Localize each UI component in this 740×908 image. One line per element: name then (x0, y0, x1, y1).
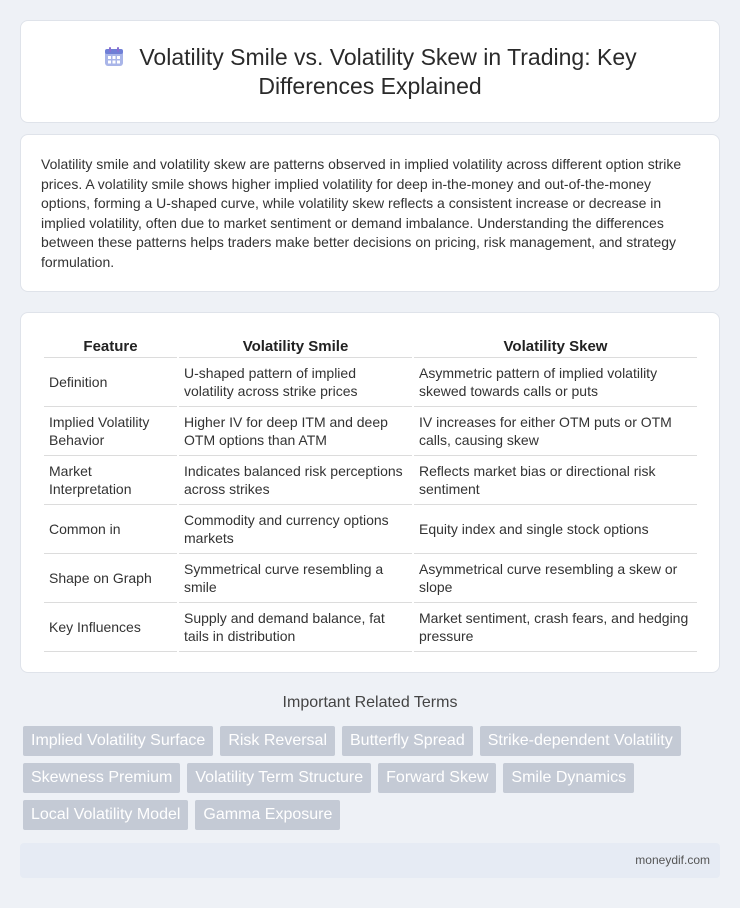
feature-cell: Market Interpretation (44, 456, 177, 505)
smile-cell: U-shaped pattern of implied volatility across strike prices (179, 358, 412, 407)
footer (20, 843, 720, 878)
smile-cell: Higher IV for deep ITM and deep OTM options than ATM (179, 407, 412, 456)
feature-cell: Shape on Graph (44, 554, 177, 603)
header-volatility-smile: Volatility Smile (179, 335, 412, 358)
comparison-table (42, 335, 699, 652)
calendar-icon (103, 46, 125, 68)
table-row (44, 505, 697, 554)
page-title (61, 43, 679, 101)
skew-cell: Market sentiment, crash fears, and hedging pressure (414, 603, 697, 652)
skew-cell: Asymmetrical curve resembling a skew or slope (414, 554, 697, 603)
title-card (20, 20, 720, 123)
smile-cell: Supply and demand balance, fat tails in distribution (179, 603, 412, 652)
skew-cell: Reflects market bias or directional risk sentiment (414, 456, 697, 505)
comparison-card (20, 312, 720, 673)
related-term-tag[interactable]: Risk Reversal (220, 726, 335, 756)
smile-cell: Symmetrical curve resembling a smile (179, 554, 412, 603)
related-terms-list (23, 726, 703, 830)
related-term-tag[interactable]: Implied Volatility Surface (23, 726, 213, 756)
table-row (44, 407, 697, 456)
related-term-tag[interactable]: Butterfly Spread (342, 726, 473, 756)
related-term-tag[interactable]: Forward Skew (378, 763, 496, 793)
intro-paragraph: Volatility smile and volatility skew are patterns observed in implied volatility across different option strike prices. A volatility smile shows higher implied volatility for deep in-the-money and out-of-the-money options, forming a U-shaped curve, while volatility skew reflects a consistent increase or decrease in implied volatility, often due to market sentiment or demand imbalance. Understanding the differences between these patterns helps traders make better decisions on pricing, risk management, and strategy formulation. (41, 156, 682, 270)
footer-site-link[interactable]: moneydif.com (635, 853, 710, 867)
feature-cell: Common in (44, 505, 177, 554)
related-term-tag[interactable]: Skewness Premium (23, 763, 180, 793)
table-row (44, 456, 697, 505)
header-feature: Feature (44, 335, 177, 358)
related-term-tag[interactable]: Local Volatility Model (23, 800, 188, 830)
table-row (44, 554, 697, 603)
skew-cell: IV increases for either OTM puts or OTM calls, causing skew (414, 407, 697, 456)
skew-cell: Asymmetric pattern of implied volatility skewed towards calls or puts (414, 358, 697, 407)
related-term-tag[interactable]: Gamma Exposure (195, 800, 340, 830)
smile-cell: Indicates balanced risk perceptions across strikes (179, 456, 412, 505)
skew-cell: Equity index and single stock options (414, 505, 697, 554)
feature-cell: Implied Volatility Behavior (44, 407, 177, 456)
smile-cell: Commodity and currency options markets (179, 505, 412, 554)
related-term-tag[interactable]: Smile Dynamics (503, 763, 634, 793)
related-terms-heading: Important Related Terms (282, 694, 458, 711)
related-term-tag[interactable]: Volatility Term Structure (187, 763, 371, 793)
table-row (44, 358, 697, 407)
table-header-row (44, 335, 697, 358)
page-title-text: Volatility Smile vs. Volatility Skew in Trading: Key Differences Explained (139, 44, 637, 99)
feature-cell: Definition (44, 358, 177, 407)
intro-card (20, 134, 720, 292)
table-row (44, 603, 697, 652)
feature-cell: Key Influences (44, 603, 177, 652)
header-volatility-skew: Volatility Skew (414, 335, 697, 358)
related-term-tag[interactable]: Strike-dependent Volatility (480, 726, 681, 756)
